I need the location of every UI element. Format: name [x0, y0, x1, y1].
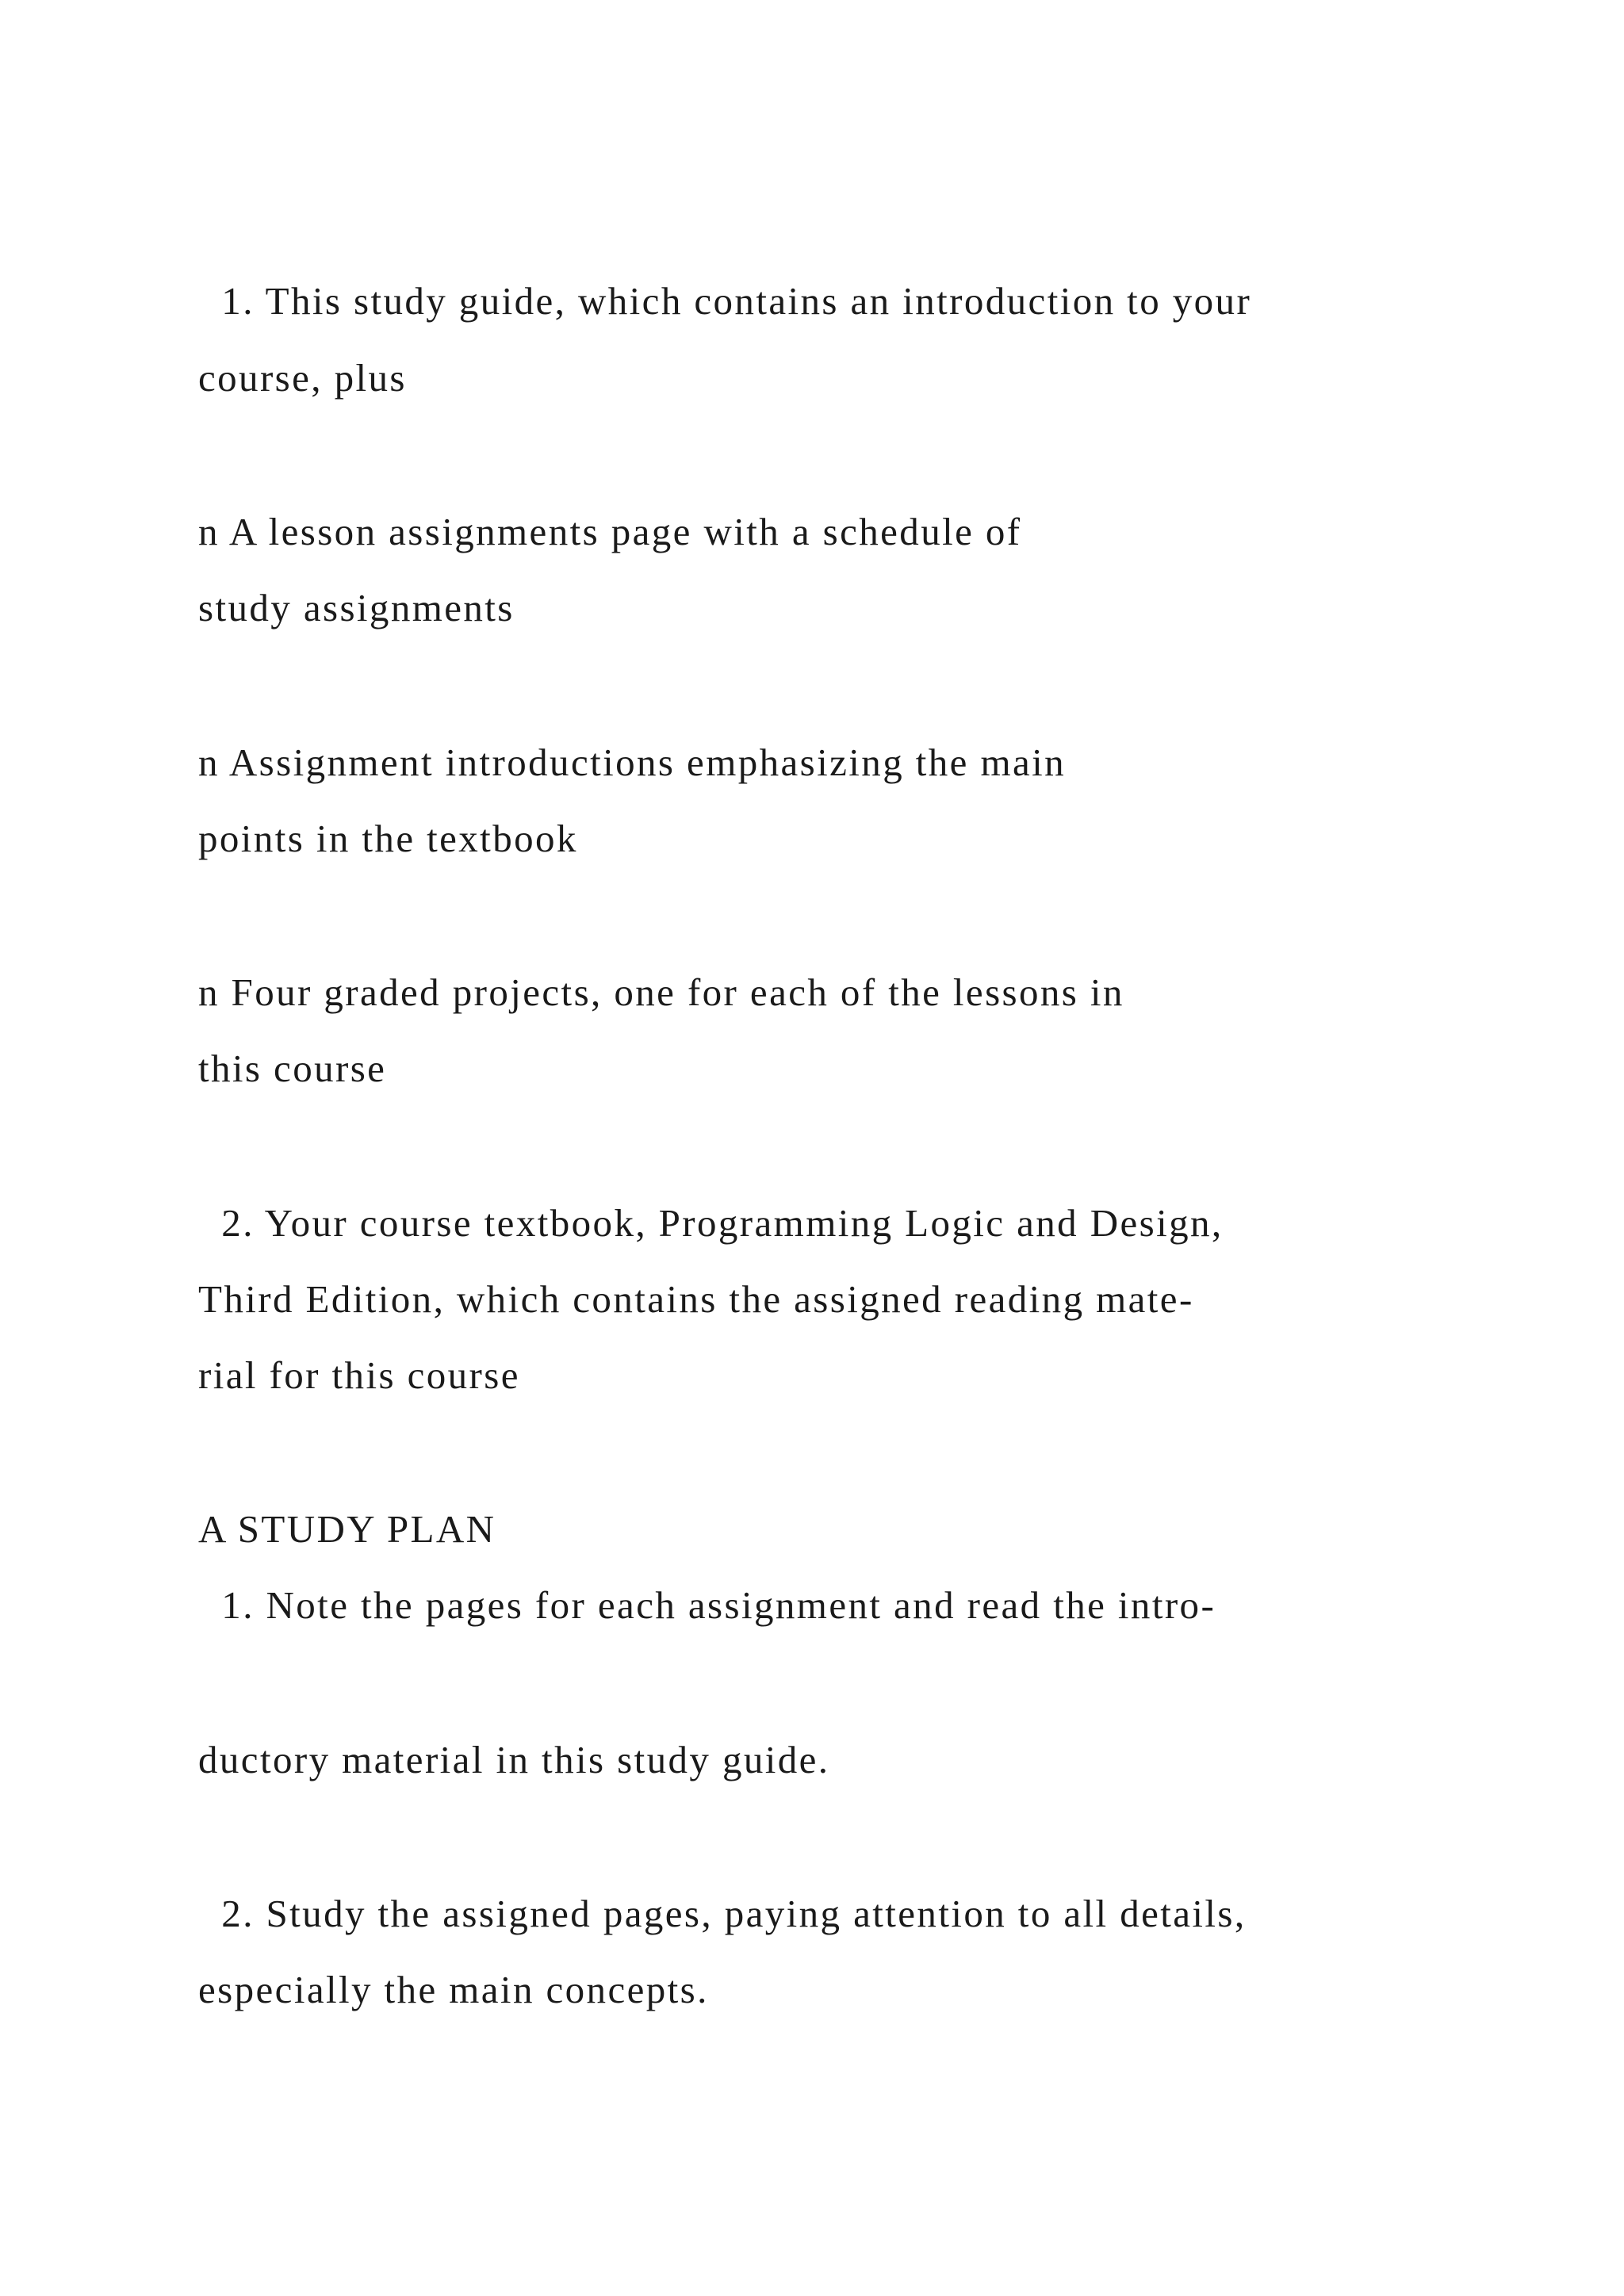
bullet-3-line-1: n Four graded projects, one for each of the lessons in — [198, 970, 1124, 1014]
study-plan-heading: A STUDY PLAN — [198, 1507, 496, 1551]
study-plan-step-1-line-2: ductory material in this study guide. — [198, 1738, 830, 1781]
bullet-1-line-1: n A lesson assignments page with a schedule of — [198, 510, 1022, 553]
study-plan-step-1-line-1: 1. Note the pages for each assignment and read the intro- — [198, 1583, 1216, 1627]
item-2-line-3: rial for this course — [198, 1353, 520, 1397]
study-plan-step-2-line-1: 2. Study the assigned pages, paying attention to all details, — [198, 1892, 1247, 1935]
bullet-1-line-2: study assignments — [198, 586, 515, 629]
study-plan-step-2-line-2: especially the main concepts. — [198, 1968, 709, 2011]
bullet-2-line-2: points in the textbook — [198, 817, 578, 860]
item-1-line-1: 1. This study guide, which contains an introduction to your — [198, 279, 1252, 323]
item-2-line-2: Third Edition, which contains the assigned reading mate- — [198, 1277, 1194, 1321]
item-2-line-1: 2. Your course textbook, Programming Logic and Design, — [198, 1201, 1224, 1245]
bullet-3-line-2: this course — [198, 1047, 387, 1090]
item-1-line-2: course, plus — [198, 356, 407, 400]
bullet-2-line-1: n Assignment introductions emphasizing the main — [198, 740, 1067, 784]
